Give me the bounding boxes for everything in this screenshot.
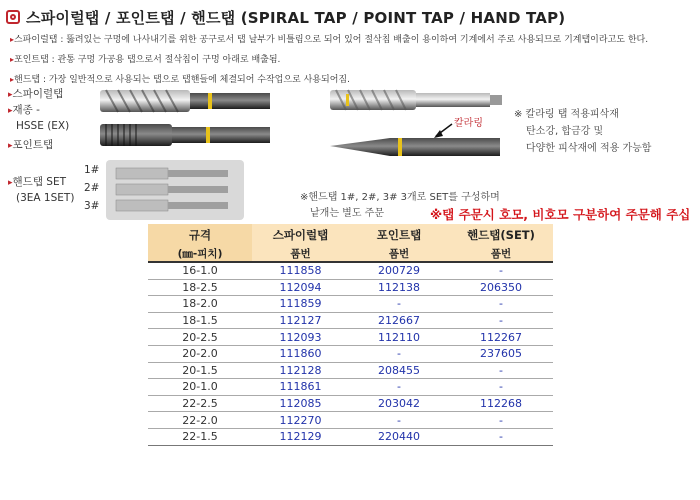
cell-spiral-part-no: 112128 [252, 362, 349, 379]
cell-point-part-no: 112110 [349, 329, 449, 346]
cell-spec: 22-2.0 [148, 412, 252, 429]
label-point-tap: ▸ 포인트탭 [8, 139, 53, 152]
table-row [148, 428, 553, 445]
cell-spiral-part-no: 112129 [252, 428, 349, 445]
cell-point-part-no: 200729 [349, 262, 449, 279]
label-hand-tap-qty: (3EA 1SET) [16, 192, 75, 204]
collar-note-line-1: ※ 칼라링 탭 적용피삭재 [514, 109, 619, 120]
cell-hand-part-no: - [449, 312, 553, 329]
cell-spec: 18-1.5 [148, 312, 252, 329]
table-row [148, 379, 553, 396]
collar-note-line-3: 다양한 피삭재에 적용 가능함 [526, 143, 652, 154]
cell-point-part-no: 220440 [349, 428, 449, 445]
label-material: ▸ 재종 - [8, 104, 40, 117]
label-material-grade: HSSE (EX) [16, 120, 70, 132]
cell-spec: 22-2.5 [148, 395, 252, 412]
cell-spec: 22-1.5 [148, 428, 252, 445]
cell-spec: 18-2.5 [148, 279, 252, 296]
cell-spec: 16-1.0 [148, 262, 252, 279]
label-hand-tap-1: 1# [84, 164, 100, 176]
description-spiral: ▸ 스파이럴탭 : 뚫려있는 구멍에 나사내기를 위한 공구로서 탭 날부가 비틀림으로 되어 있어 절삭칩 배출이 용이하여 기계에서 주로 사용되므로 기계탭이라고도 한다. [10, 32, 648, 45]
table-row [148, 296, 553, 313]
cell-spec: 20-2.0 [148, 345, 252, 362]
set-note-line-2: 낱개는 별도 주문 [310, 208, 384, 219]
cell-hand-part-no: 112267 [449, 329, 553, 346]
cell-hand-part-no: - [449, 262, 553, 279]
cell-spec: 18-2.0 [148, 296, 252, 313]
cell-point-part-no: - [349, 345, 449, 362]
table-row [148, 262, 553, 279]
table-body [148, 262, 553, 445]
collar-note-line-2: 탄소강, 합금강 및 [526, 126, 604, 137]
subheader-part-no: 품번 [449, 245, 553, 262]
cell-point-part-no: 212667 [349, 312, 449, 329]
set-note-line-1: ※핸드탭 1#, 2#, 3# 3개로 SET를 구성하며 [300, 192, 500, 203]
cell-spec: 20-2.5 [148, 329, 252, 346]
label-hand-tap-2: 2# [84, 182, 100, 194]
table-row [148, 395, 553, 412]
table-row [148, 362, 553, 379]
label-spiral-tap: ▸ 스파이럴탭 [8, 88, 63, 101]
label-hand-tap-set: ▸ 핸드탭 SET [8, 176, 66, 189]
cell-spiral-part-no: 111861 [252, 379, 349, 396]
order-note: ※탭 주문시 호모, 비호모 구분하여 주문해 주십 [430, 207, 691, 222]
cell-hand-part-no: - [449, 296, 553, 313]
table-row [148, 279, 553, 296]
cell-spec: 20-1.0 [148, 379, 252, 396]
cell-hand-part-no: 112268 [449, 395, 553, 412]
tap-spec-table [148, 224, 553, 446]
cell-spiral-part-no: 111860 [252, 345, 349, 362]
cell-spiral-part-no: 111859 [252, 296, 349, 313]
cell-hand-part-no: - [449, 379, 553, 396]
header-hand-tap-set: 핸드탭(SET) [449, 224, 553, 245]
page-header [6, 6, 565, 28]
cell-point-part-no: 203042 [349, 395, 449, 412]
cell-point-part-no: - [349, 412, 449, 429]
header-spiral-tap: 스파이럴탭 [252, 224, 349, 245]
subheader-pitch: (㎜-피치) [148, 245, 252, 262]
header-point-tap: 포인트탭 [349, 224, 449, 245]
page-title: 스파이럴탭 / 포인트탭 / 핸드탭 (SPIRAL TAP / POINT TAP / HAND TAP) [26, 8, 566, 27]
cell-spiral-part-no: 112094 [252, 279, 349, 296]
subheader-part-no: 품번 [252, 245, 349, 262]
header-spec: 규격 [148, 224, 252, 245]
table-row [148, 312, 553, 329]
cell-spiral-part-no: 112127 [252, 312, 349, 329]
table-row [148, 412, 553, 429]
description-hand: ▸ 핸드탭 : 가장 일반적으로 사용되는 탭으로 탭핸들에 체결되어 수작업으로 사용되어짐. [10, 72, 350, 85]
cell-spiral-part-no: 112270 [252, 412, 349, 429]
cell-point-part-no: 112138 [349, 279, 449, 296]
cell-hand-part-no: - [449, 362, 553, 379]
cell-spiral-part-no: 112085 [252, 395, 349, 412]
cell-hand-part-no: - [449, 428, 553, 445]
cell-point-part-no: - [349, 296, 449, 313]
label-hand-tap-3: 3# [84, 200, 100, 212]
collar-tap-note [514, 106, 694, 157]
cell-point-part-no: - [349, 379, 449, 396]
table-row [148, 329, 553, 346]
table-header-row [148, 224, 553, 245]
cell-hand-part-no: 206350 [449, 279, 553, 296]
cell-spec: 20-1.5 [148, 362, 252, 379]
table-row [148, 345, 553, 362]
cell-hand-part-no: - [449, 412, 553, 429]
cell-point-part-no: 208455 [349, 362, 449, 379]
hand-tap-set-image [88, 160, 248, 222]
cell-hand-part-no: 237605 [449, 345, 553, 362]
section-marker-icon [6, 10, 20, 24]
table-subheader-row [148, 245, 553, 262]
description-point: ▸ 포인트탭 : 관통 구멍 가공용 탭으로서 절삭칩이 구멍 아래로 배출됨. [10, 52, 280, 65]
collar-label: 칼라링 [454, 118, 483, 129]
cell-spiral-part-no: 111858 [252, 262, 349, 279]
subheader-part-no: 품번 [349, 245, 449, 262]
spiral-point-tap-image [96, 82, 276, 154]
cell-spiral-part-no: 112093 [252, 329, 349, 346]
